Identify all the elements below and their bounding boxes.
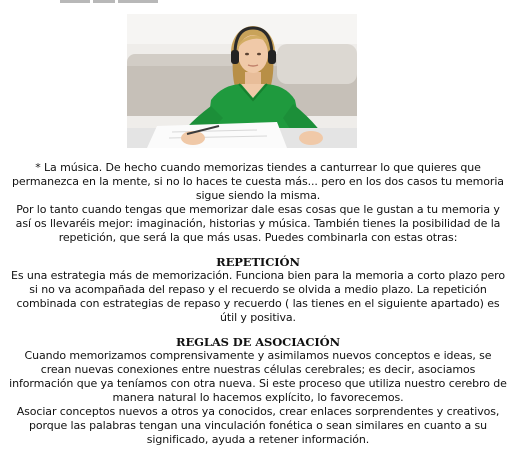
paragraph-asociacion-2: Asociar conceptos nuevos a otros ya conocidos, crear enlaces sorprendentes y creativos, porque las palabras tengan una vinculación fonética o sean similares en cuanto a su significado, ayuda a retener información. [16, 405, 500, 446]
paragraph-por-lo-tanto: Por lo tanto cuando tengas que memorizar dale esas cosas que le gustan a tu memoria y así os llevaréis mejor: imaginación, historias y música. También tienes la posibilidad de la repetición, que será la que más usas. Puedes combinarla con estas otras: [15, 203, 501, 244]
heading-repeticion: REPETICIÓN [216, 255, 300, 269]
previous-text-clipped [60, 0, 180, 4]
paragraph-repeticion: Es una estrategia más de memorización. Funciona bien para la memoria a corto plazo pero si no va acompañada del repaso y el recuerdo se olvida a medio plazo. La repetición combinada con estrategias de repaso y recuerdo ( las tienes en el siguiente apartado) es útil y positiva. [11, 269, 505, 324]
student-illustration [127, 14, 357, 148]
paragraph-asociacion-1: Cuando memorizamos comprensivamente y asimilamos nuevos conceptos e ideas, se crean nuevas conexiones entre nuestras células cerebrales; es decir, asociamos información que ya teníamos con otra nueva. Si este proceso que utiliza nuestro cerebro de manera natural lo hacemos explícito, lo favorecemos. [9, 349, 507, 404]
student-photo [127, 14, 357, 148]
heading-reglas-asociacion: REGLAS DE ASOCIACIÓN [176, 335, 340, 349]
paragraph-musica: * La música. De hecho cuando memorizas tiendes a canturrear lo que quieres que permanezca en la mente, si no lo haces te cuesta más... pero en los dos casos tu memoria sigue siendo la misma. [12, 161, 504, 202]
article-text [8, 161, 508, 447]
